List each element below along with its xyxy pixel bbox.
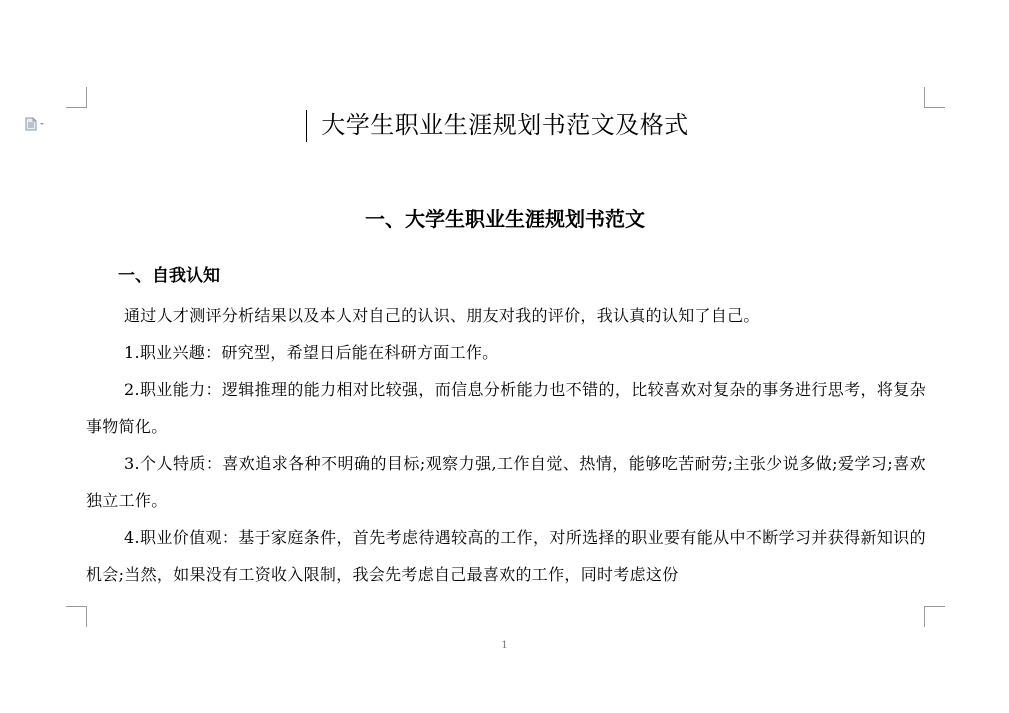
page-number: 1 — [501, 640, 508, 651]
paragraph[interactable]: 3.个人特质：喜欢追求各种不明确的目标;观察力强,工作自觉、热情，能够吃苦耐劳;主张少说多做;爱学习;喜欢独立工作。 — [86, 454, 926, 510]
paragraph[interactable]: 1.职业兴趣：研究型，希望日后能在科研方面工作。 — [124, 343, 499, 362]
paragraph[interactable]: 4.职业价值观：基于家庭条件，首先考虑待遇较高的工作，对所选择的职业要有能从中不断学习并获得新知识的机会;当然，如果没有工资收入限制，我会先考虑自己最喜欢的工作，同时考虑这份 — [86, 528, 926, 584]
crop-mark-bottom-left — [66, 606, 87, 627]
section-heading[interactable]: 一、大学生职业生涯规划书范文 — [365, 207, 645, 231]
crop-mark-bottom-right — [924, 606, 945, 627]
body-text[interactable] — [86, 297, 926, 593]
document-options-icon[interactable] — [24, 116, 46, 132]
crop-mark-top-left — [66, 87, 87, 108]
subsection-heading[interactable]: 一、自我认知 — [118, 266, 220, 286]
document-title[interactable]: 大学生职业生涯规划书范文及格式 — [321, 111, 689, 139]
paragraph[interactable]: 通过人才测评分析结果以及本人对自己的认识、朋友对我的评价，我认真的认知了自己。 — [124, 306, 760, 325]
crop-mark-top-right — [924, 87, 945, 108]
paragraph[interactable]: 2.职业能力：逻辑推理的能力相对比较强，而信息分析能力也不错的，比较喜欢对复杂的事务进行思考，将复杂事物简化。 — [86, 380, 926, 436]
